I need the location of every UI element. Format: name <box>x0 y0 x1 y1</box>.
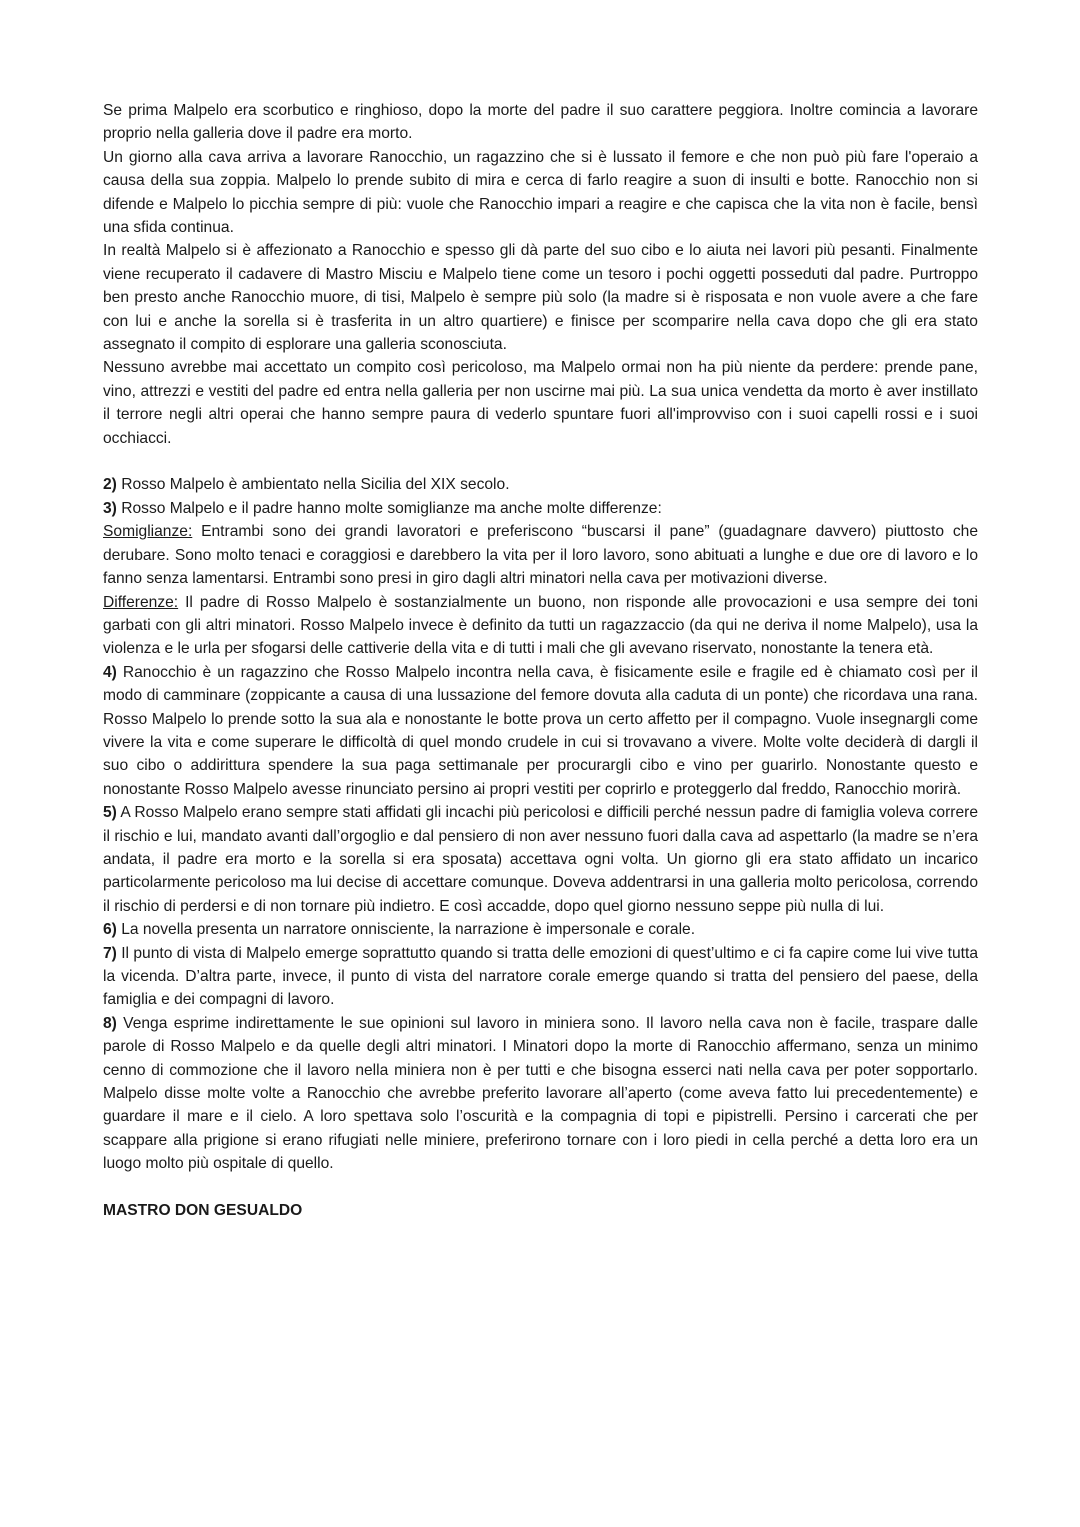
answer-number: 3) <box>103 499 117 517</box>
answer-text: Il punto di vista di Malpelo emerge soprattutto quando si tratta delle emozioni di quest’ultimo e ci fa capire come lui vive tutta la vicenda. D’altra parte, invece, il punto di vista del narratore corale emerge quando si tratta del pensiero del paese, della famiglia e dei compagni di lavoro. <box>103 944 978 1009</box>
answer-number: 7) <box>103 944 117 962</box>
similarities-text: Entrambi sono dei grandi lavoratori e preferiscono “buscarsi il pane” (guadagnare davvero) piuttosto che derubare. Sono molto tenaci e coraggiosi e darebbero la vita per il loro lavoro, sono abituati a lunghe e due ore di lavoro e lo fanno senza lamentarsi. Entrambi sono presi in giro dagli altri minatori nella cava per motivazioni diverse. <box>103 523 978 588</box>
answer-text: Venga esprime indirettamente le sue opinioni sul lavoro in miniera sono. Il lavoro nella cava non è facile, traspare dalle parole di Rosso Malpelo e da quelle degli altri minatori. I Minatori dopo la morte di Ranocchio affermano, senza un minimo cenno di commozione che il lavoro nella miniera non è per tutti e che bisogna esserci nati nella cava per poter sopportarlo. Malpelo disse molte volte a Ranocchio che avrebbe preferito lavorare all’aperto (come aveva fatto lui precedentemente) e guardare il mare e il cielo. A loro spettava solo l’oscurità e la compagnia di topi e pipistrelli. Persino i carcerati che per scappare alla prigione si erano rifugiati nelle miniere, preferirono tornare con i loro piedi in cella perché a detta loro era un luogo molto più ospitale di quello. <box>103 1014 978 1173</box>
document-page <box>103 99 978 1222</box>
answer-4 <box>103 661 978 801</box>
answer-number: 5) <box>103 804 117 822</box>
answer-number: 8) <box>103 1014 117 1032</box>
answer-text: Rosso Malpelo e il padre hanno molte somiglianze ma anche molte differenze: <box>116 499 662 517</box>
similarities-label: Somiglianze: <box>103 523 193 541</box>
answer-number: 6) <box>103 921 117 939</box>
summary-paragraph: Un giorno alla cava arriva a lavorare Ranocchio, un ragazzino che si è lussato il femore e che non può più fare l'operaio a causa della sua zoppia. Malpelo lo prende subito di mira e cerca di farlo reagire a suon di insulti e botte. Ranocchio non si difende e Malpelo lo picchia sempre di più: vuole che Ranocchio impari a reagire e che capisca che la vita non è facile, bensì una sfida continua. <box>103 148 978 237</box>
answer-2 <box>103 473 978 496</box>
summary-paragraph: In realtà Malpelo si è affezionato a Ranocchio e spesso gli dà parte del suo cibo e lo aiuta nei lavori più pesanti. Finalmente viene recuperato il cadavere di Mastro Misciu e Malpelo tiene come un tesoro i pochi oggetti posseduti dal padre. Purtroppo ben presto anche Ranocchio muore, di tisi, Malpelo è sempre più solo (la madre si è risposata e non vuole avere a che fare con lui e anche la sorella si è trasferita in un altro quartiere) e finisce per scomparire nella cava dopo che gli era stato assegnato il compito di esplorare una galleria sconosciuta. <box>103 242 978 354</box>
answer-text: Rosso Malpelo è ambientato nella Sicilia del XIX secolo. <box>116 476 510 494</box>
answer-8 <box>103 1012 978 1176</box>
similarities-paragraph <box>103 520 978 590</box>
answer-number: 4) <box>103 663 117 681</box>
answer-6 <box>103 918 978 941</box>
summary-paragraph: Se prima Malpelo era scorbutico e ringhioso, dopo la morte del padre il suo carattere peggiora. Inoltre comincia a lavorare proprio nella galleria dove il padre era morto. <box>103 102 978 143</box>
differences-text: Il padre di Rosso Malpelo è sostanzialmente un buono, non risponde alle provocazioni e usa sempre dei toni garbati con gli altri minatori. Rosso Malpelo invece è definito da tutti un ragazzaccio (da qui ne deriva il nome Malpelo), usa la violenza e le urla per sfogarsi delle cattiverie della vita e di tutti i mali che gli avevano riservato, nonostante la tenera età. <box>103 593 978 658</box>
answer-text: Ranocchio è un ragazzino che Rosso Malpelo incontra nella cava, è fisicamente esile e fragile ed è chiamato così per il modo di camminare (zoppicante a causa di una lussazione del femore dovuta alla caduta di un ponte) che ricordava una rana. Rosso Malpelo lo prende sotto la sua ala e nonostante le botte prova un certo affetto per il compagno. Vuole insegnargli come vivere la vita e come superare le difficoltà di quel mondo crudele in cui si trovavano a vivere. Molte volte deciderà di dargli il suo cibo o addirittura spendere la sua paga settimanale per procurargli cibo e vino per guarirlo. Nonostante questo e nonostante Rosso Malpelo avesse rinunciato persino ai propri vestiti per coprirlo e proteggerlo dal freddo, Ranocchio morirà. <box>103 663 978 798</box>
answer-5 <box>103 801 978 918</box>
answer-text: A Rosso Malpelo erano sempre stati affidati gli incachi più pericolosi e difficili perché nessun padre di famiglia voleva correre il rischio e lui, mandato avanti dall’orgoglio e dal pensiero di non aver nessuno fuori dalla cava ad aspettarlo (la madre se n’era andata, il padre era morto e la sorella si era sposata) accettava ogni volta. Un giorno gli era stato affidato un incarico particolarmente pericoloso ma lui decise di accettare comunque. Doveva addentrarsi in una galleria molto pericolosa, correndo il rischio di perdersi e di non tornare più indietro. E così accadde, dopo quel giorno nessuno seppe più nulla di lui. <box>103 804 978 915</box>
answer-number: 2) <box>103 476 117 494</box>
answer-7 <box>103 942 978 1012</box>
differences-paragraph <box>103 591 978 661</box>
section-heading: MASTRO DON GESUALDO <box>103 1202 303 1220</box>
answer-3 <box>103 497 978 520</box>
spacer <box>103 450 978 473</box>
spacer <box>103 1176 978 1199</box>
answer-text: La novella presenta un narratore onnisciente, la narrazione è impersonale e corale. <box>116 921 696 939</box>
differences-label: Differenze: <box>103 593 179 611</box>
summary-paragraph: Nessuno avrebbe mai accettato un compito così pericoloso, ma Malpelo ormai non ha più niente da perdere: prende pane, vino, attrezzi e vestiti del padre ed entra nella galleria per non uscirne mai più. La sua unica vendetta da morto è aver instillato il terrore negli altri operai che hanno sempre paura di vederlo spuntare fuori all'improvviso con i suoi capelli rossi e i suoi occhiacci. <box>103 359 978 447</box>
